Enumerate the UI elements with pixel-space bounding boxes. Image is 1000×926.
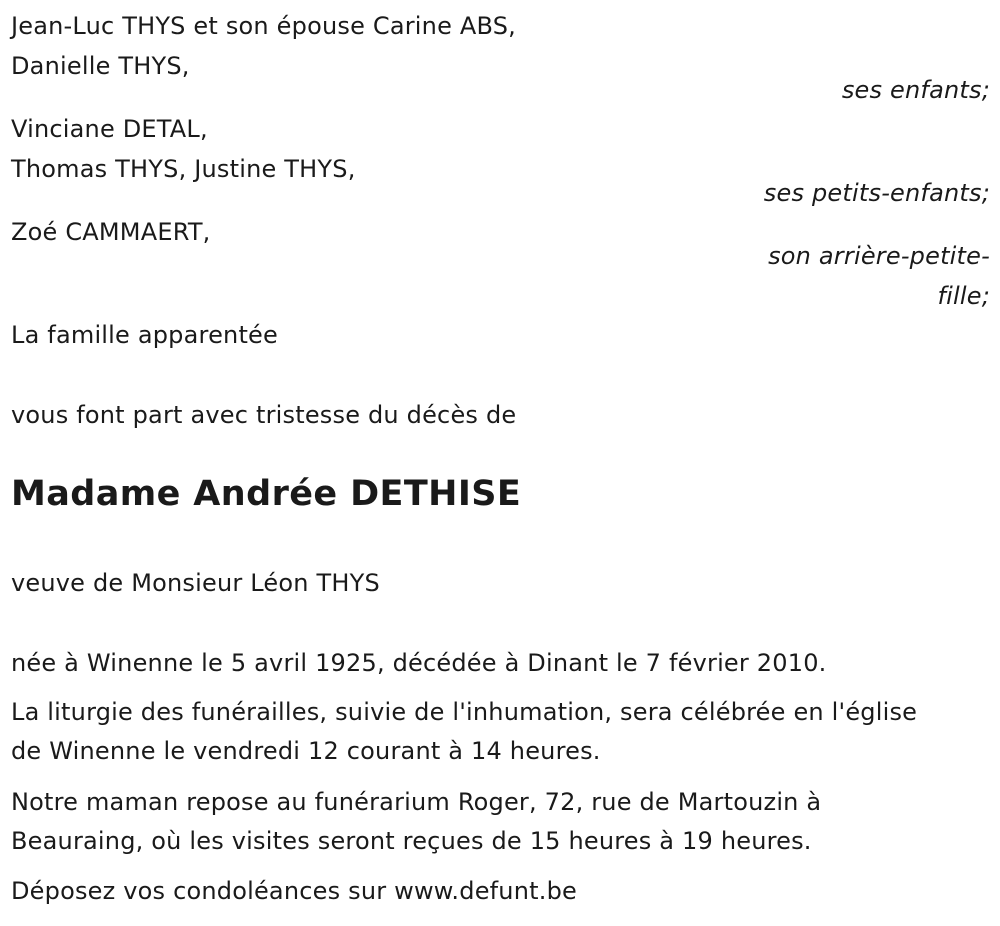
liturgy-line-1: La liturgie des funérailles, suivie de l'inhumation, sera célébrée en l'église [11,698,918,726]
widow-of-text: veuve de Monsieur Léon THYS [11,569,380,597]
great-grandchild-role-line-1: son arrière-petite- [768,242,990,270]
related-family: La famille apparentée [11,321,278,349]
grandchildren-line-1: Vinciane DETAL, [11,115,208,143]
children-line-1: Jean-Luc THYS et son épouse Carine ABS, [11,12,516,40]
great-grandchild-line-1: Zoé CAMMAERT, [11,218,211,246]
condolences-text: Déposez vos condoléances sur www.defunt.be [11,877,577,905]
liturgy-line-2: de Winenne le vendredi 12 courant à 14 heures. [11,737,601,765]
birth-death-text: née à Winenne le 5 avril 1925, décédée à Dinant le 7 février 2010. [11,649,827,677]
announcement-text: vous font part avec tristesse du décès de [11,401,517,429]
grandchildren-line-2: Thomas THYS, Justine THYS, [11,155,356,183]
children-line-2: Danielle THYS, [11,52,190,80]
children-role: ses enfants; [841,76,990,104]
deceased-name: Madame Andrée DETHISE [11,474,522,514]
rest-line-1: Notre maman repose au funérarium Roger, 72, rue de Martouzin à [11,788,822,816]
great-grandchild-role-line-2: fille; [937,282,990,310]
rest-line-2: Beauraing, où les visites seront reçues de 15 heures à 19 heures. [11,827,812,855]
grandchildren-role: ses petits-enfants; [763,179,990,207]
